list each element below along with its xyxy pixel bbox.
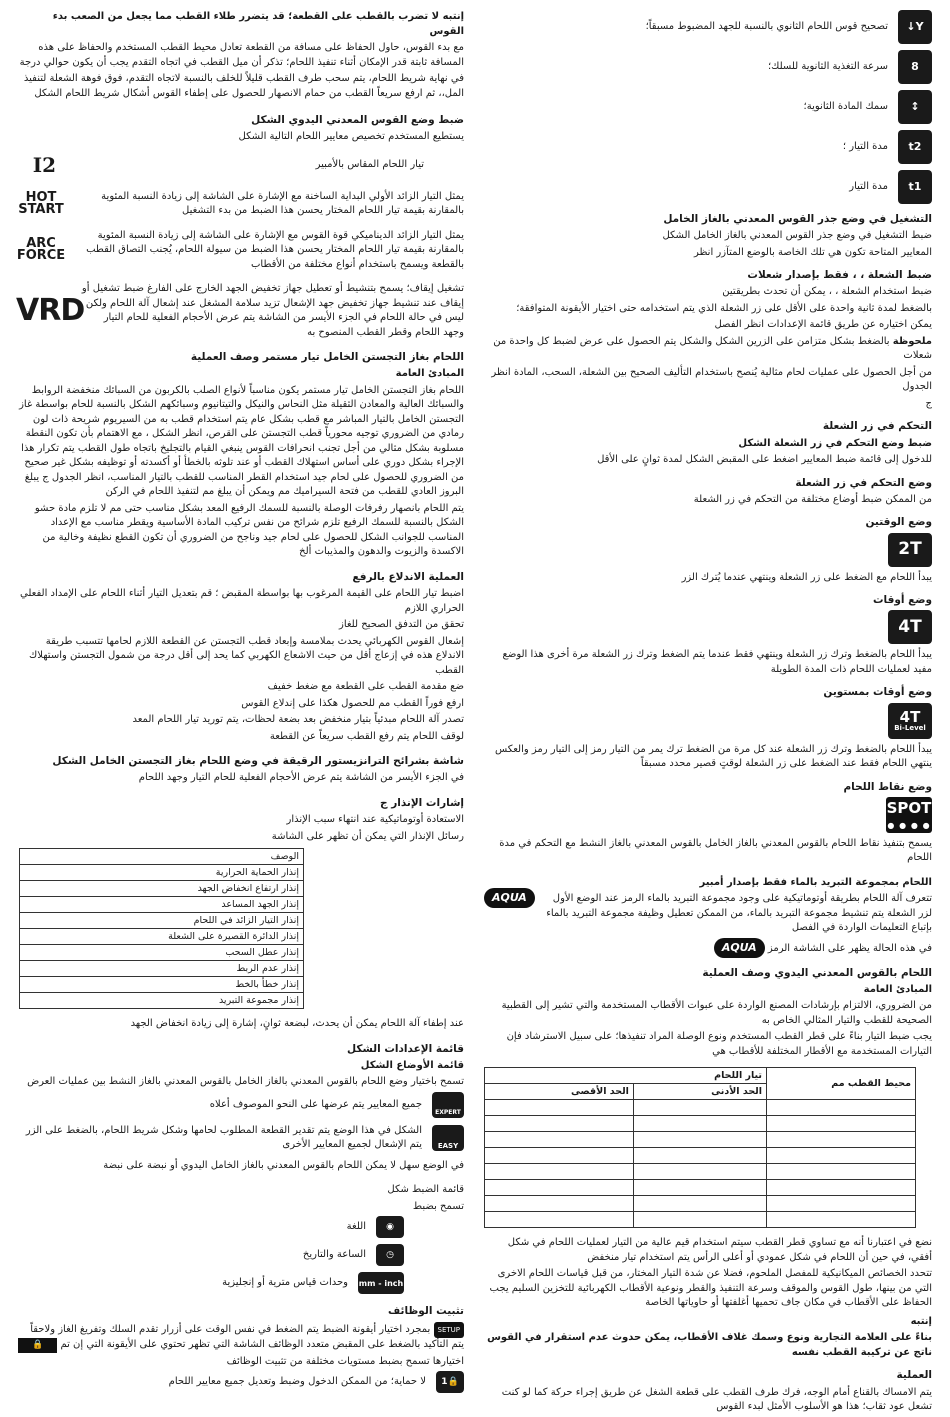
section-heading: اللحام بالقوس المعدني اليدوي وصف العملية: [702, 966, 932, 979]
attention-heading: إنتبه لا تضرب بالقطب على القطعة؛ قد يتضرر طلاء القطب مما يجعل من الصعب بدء القوس: [52, 11, 464, 37]
table-cell: [767, 1116, 916, 1132]
timer-t2-icon: t2: [898, 130, 932, 164]
paragraph: اللحام بغاز التجستن الخامل تيار مستمر يكون مناسباً لأنواع الصلب بالكربون من السبائك منخفضة الروابط والسبائك العالية والمعادن الثقيلة مثل النحاس والنيكل والتيتانيوم وسبائكهم الشكل بالنسبة للحام بواسطة غاز التجستن الخامل بالتيار المباشر مع قطب بشكل عام يتم استخدام قطب به من السيريوم شريحة ذات لون رمادي من الضروري توجيه محورياً قطب التجستن على القرص، انظر الشكل ، مع الاهتمام بأن تكون النقطة مسلوبة بشكل مثالي من أجل تجنب انحرافات القوس ينبغي القيام بالتجليخ باتجاه طول القطب يتم تكرار هذا الإجراء بشكل دوري على أساس استهلاك القطب أو عند تلوثه بالخطأ أو أكسدته أو توظيفه بشكل غير صحيح من الضروري للحصول على لحام جيد استخدام القطر المناسب للقطب بالتيار المناسب، انظر الجدول ج يبلغ البروز العادي للقطب من فتحة السيراميك مم ويمكن أن يبلغ مم لتنفيذ اللحام في الركن: [19, 384, 464, 498]
four-t-icon: 4T: [888, 610, 932, 644]
alarm-description: إنذار ارتفاع انخفاض الجهد: [20, 881, 304, 897]
table-cell: [633, 1116, 766, 1132]
alarm-row: [20, 913, 304, 929]
col-diameter: محيط القطب مم: [767, 1068, 916, 1100]
table-row: [485, 1132, 916, 1148]
expert-icon: EXPERT: [432, 1092, 464, 1118]
paragraph: ج: [925, 397, 932, 409]
alarm-row: [20, 977, 304, 993]
alarm-description: إنذار الدائرة القصيرة على الشعلة: [20, 929, 304, 945]
table-cell: [485, 1148, 634, 1164]
aqua-p2: في هذه الحالة يظهر على الشاشة الرمز: [767, 942, 932, 954]
table-cell: [767, 1100, 916, 1116]
section-heading: ضبط الشعلة ، ، فقط بإصدار شعلات: [747, 269, 932, 282]
paragraph: رسائل الإنذار التي يمكن أن تظهر على الشاشة: [271, 830, 464, 842]
paragraph: [484, 938, 932, 958]
param-row: [484, 170, 932, 204]
paragraph: يستطيع المستخدم تخصيص معايير اللحام التالية الشكل: [238, 131, 464, 143]
paragraph: من أجل الحصول على عمليات لحام مثالية يُنصح باستخدام التأليف الصحيح بين الشعلة، السحب، المادة انظر الجدول: [491, 366, 932, 393]
section-heading: ضبط وضع القوس المعدني اليدوي الشكل: [251, 114, 464, 126]
alarm-description: إنذار التيار الزائد في اللحام: [20, 913, 304, 929]
icon-main: 4T: [899, 707, 921, 726]
table-row: [485, 1116, 916, 1132]
aqua-section: [484, 874, 932, 938]
paragraph: يتم اللحام بانصهار رفرفات الوصلة بالنسبة للسمك الرفيع المعد بشكل مناسب حتى مم لا تلزم مادة حشو الشكل بالنسبة للسمك الرفيع تلزم شرائح من نفس تركيب المادة الأساسية ويقطر مناسب مع الإعداد المناسب للجوانب الشكل للحصول على لحام جيد وناجح من الضروري أن تكون القطع نظيفة وخالية من الاكسدة والزيوت والدهون والمذيبات ألخ: [34, 502, 464, 558]
subheading: المبادئ العامة: [395, 368, 464, 380]
globe-icon: ◉: [376, 1216, 404, 1238]
wire-speed-icon: 8: [898, 50, 932, 84]
hot-label: HOT: [25, 189, 57, 205]
hot-start-row: [16, 190, 464, 219]
arc-force-text: يمثل التيار الزائد الديناميكي قوة القوس مع الإشارة على الشاشة إلى زيادة النسبة المئوية بالمقارنة بقيمة تيار اللحام المختار يحسن هذا الضبط من سيولة اللحام، يُجنب التصاق القطب بالقطعة ويسمح باستخدام أنواع مختلفة من الأقطاب: [86, 229, 464, 270]
table-cell: [485, 1212, 634, 1228]
paragraph: اختيارها تسمح بضبط مستويات مختلفة من تثبيت الوظائف: [226, 1355, 464, 1367]
mode-heading: وضع أوقات: [873, 594, 932, 607]
paragraph: يبدأ اللحام بالضغط وترك زر الشعلة عند كل مرة من الضغط ترك يمر من التيار رمز إلى التيار رمز والعكس ينتهي اللحام فقط عند الضغط على زر الشعلة لوقتٍ قصير محدد مسبقاً: [494, 743, 932, 770]
table-cell: [767, 1180, 916, 1196]
paragraph: من الممكن ضبط أوضاع مختلفة من التحكم في زر الشعلة: [693, 493, 932, 505]
table-cell: [485, 1164, 634, 1180]
param-row: [484, 90, 932, 124]
paragraph: ضبط التشغيل في وضع جذر القوس المعدني بالغاز الخامل الشكل: [662, 230, 932, 242]
units-row: [16, 1272, 404, 1294]
paragraph: تسمح بضبط: [412, 1200, 464, 1212]
note: [484, 335, 932, 364]
section-heading: العملية: [896, 1369, 932, 1382]
table-cell: [633, 1212, 766, 1228]
col-min: الحد الأدنى: [633, 1084, 766, 1100]
hot-start-text: يمثل التيار الزائد الأولي البداية الساخنة مع الإشارة على الشاشة إلى زيادة النسبة المئوية بالمقارنة بقيمة تيار اللحام المختار يحسن هذا الضبط من بدء التشغيل: [101, 190, 464, 217]
table-cell: [767, 1212, 916, 1228]
paragraph: تسمح باختيار وضع اللحام بالقوس المعدني بالغاز الخامل بالقوس المعدني بالغاز النشط بين عمليات العرض: [27, 1076, 464, 1088]
vrd-row: [16, 282, 464, 340]
easy-icon: EASY: [432, 1125, 464, 1151]
table-cell: [485, 1100, 634, 1116]
paragraph: من الضروري، الالتزام بإرشادات المصنع الواردة على عبوات الأقطاب المستخدمة والتي تشير إلى القطبية الصحيحة للقطب والتيار المثالي الخاص به: [501, 1000, 932, 1026]
param-row: [484, 50, 932, 84]
alarm-row: [20, 865, 304, 881]
spot-icon-label: SPOT: [886, 799, 932, 818]
paragraph: يسمح بتنفيذ نقاط اللحام بالقوس المعدني بالغاز الخامل بالقوس المعدني بالغاز النشط مع التحكم في مدة اللحام: [499, 837, 932, 864]
paragraph: ضبط استخدام الشعلة ، ، يمكن أن تحدث بطريقتين: [722, 286, 932, 298]
table-row: [485, 1148, 916, 1164]
mode-heading: وضع أوقات بمستوين: [823, 686, 932, 699]
paragraph: بالضغط لمدة ثانية واحدة على الأقل على زر الشعلة الذي يتم استخدامه حتى اختيار الأيقونة المتوافقة؛: [516, 302, 932, 314]
alarm-row: [20, 897, 304, 913]
section-heading: التحكم في زر الشعلة: [822, 420, 932, 433]
arc-label: ARC: [26, 236, 56, 252]
param-text: سمك المادة الثانوية؛: [803, 100, 888, 112]
alarm-table: [19, 848, 304, 1009]
paragraph: نضع في اعتبارنا أنه مع تساوي قطر القطب سيتم استخدام قيم عالية من التيار لعمليات اللحام في شكل أفقي، في حين أن اللحام في شكل عمودي أو أعلى الرأس يتم استخدام تيار منخفض: [507, 1237, 932, 1263]
i2-text: تيار اللحام المقاس بالأمبير: [315, 158, 424, 170]
table-row: [485, 1164, 916, 1180]
table-cell: [633, 1164, 766, 1180]
lift-step: تحقق من التدفق الصحيح للغاز: [338, 619, 464, 631]
section-heading: العملية الاندلاع بالرفع: [352, 570, 464, 583]
param-text: مدة التيار: [849, 180, 888, 192]
alarm-table-body: [20, 865, 304, 1009]
paragraph: تتعرف آلة اللحام بطريقة أوتوماتيكية على وجود مجموعة التبريد بالماء الرمز عند الوضع الأول لزر الشعلة يتم تنشيط مجموعة التبريد بالماء، من الممكن تعطيل وظيفة مجموعة التبريد بالماء بإتباع التعليمات الواردة في الفصل: [546, 893, 932, 934]
table-cell: [485, 1180, 634, 1196]
arc-force-row: [16, 229, 464, 273]
table-cell: [767, 1164, 916, 1180]
left-column: [16, 10, 464, 1399]
table-cell: [767, 1148, 916, 1164]
lift-step: تصدر آلة اللحام مبدئياً بتيار منخفض بعد بضعة لحظات، يتم توريد تيار اللحام المعد: [132, 714, 464, 726]
paragraph: في الجزء الأيسر من الشاشة يتم عرض الأحجام الفعلية للحام التيار وجهد اللحام: [138, 772, 464, 784]
table-cell: [767, 1132, 916, 1148]
lock-level-row: [16, 1371, 464, 1393]
paragraph: عند إطفاء آلة اللحام يمكن أن يحدث، لبضعة ثوانٍ، إشارة إلى زيادة انخفاض الجهد: [130, 1018, 464, 1030]
clock-row: [16, 1244, 404, 1266]
clock-calendar-icon: ◷: [376, 1244, 404, 1266]
aqua-icon: AQUA: [484, 888, 535, 908]
paragraph: مع بدء القوس، حاول الحفاظ على مسافة من القطعة تعادل محيط القطب المستخدم والحفاظ على هذه المسافة ثابتة قدر الإمكان أثناء تنفيذ اللحام؛ تذكر أن ميل القطب في اتجاه التقدم يجب أن يكون حوالي درجة: [19, 42, 464, 68]
table-cell: [485, 1116, 634, 1132]
i2-row: [16, 151, 464, 180]
spot-icon: [886, 797, 932, 833]
electrode-table: [484, 1067, 916, 1228]
alarm-description: إنذار عطل السحب: [20, 945, 304, 961]
aqua-off-icon: AQUA: [714, 938, 765, 958]
lift-step: إشعال القوس الكهربائي يحدث بملامسة وإبعاد قطب التجستن عن القطعة اللازم لحامها تتسبب طريقة الاندلاع هذه في إزعاج أقل من حيث الاشعاع الكهربي كما يحد إلى أقل درجة من شمول التجستن واستهلاك القطب: [28, 635, 464, 676]
lift-step: لوقف اللحام يتم رفع القطب سريعاً عن القطعة: [269, 730, 464, 742]
section-heading: شاشة بشرائح الترانزيستور الرقيقة في وضع اللحام بغاز التجستن الخامل الشكل: [52, 755, 464, 768]
alarm-header: الوصف: [20, 849, 304, 865]
paragraph: يتم الامساك بالقناع أمام الوجه، فرك طرف القطب على قطعة الشغل عن طريق إجراء حركة كما لو كنت تشعل عود ثقاب؛ هذا هو الأسلوب الأمثل لبدء القوس: [501, 1386, 932, 1413]
language-text: اللغة: [346, 1221, 366, 1233]
units-icon: mm - inch: [358, 1272, 404, 1294]
warning-text: بناءً على العلامة التجارية ونوع وسمك غلاف الأقطاب، يمكن حدوث عدم استقرار في القوس ناتج عن تركيبة القطب نفسه: [487, 1332, 932, 1358]
current-i2-icon: I2: [32, 152, 56, 177]
spot-icon-dots: ● ● ● ●: [887, 820, 931, 830]
alarm-row: [20, 993, 304, 1009]
alarm-row: [20, 945, 304, 961]
table-row: [485, 1100, 916, 1116]
alarm-row: [20, 881, 304, 897]
lift-step: اضبط تيار اللحام على القيمة المرغوب بها بواسطة المقبض ؛ قم بتعديل التيار أثناء اللحام على الإمداد الفعلي الحراري اللازم: [20, 588, 464, 614]
paragraph: للدخول إلى قائمة ضبط المعايير اضغط على المقبض الشكل لمدة ثوانٍ على الأقل: [597, 454, 932, 466]
lift-step: ضع مقدمة القطب على القطعة مع ضغط خفيف: [267, 681, 464, 693]
paragraph: [16, 1322, 464, 1353]
arc-force-icon: [16, 238, 66, 263]
easy-row: [16, 1124, 464, 1153]
table-cell: [485, 1196, 634, 1212]
easy-text: الشكل في هذا الوضع يتم تقدير القطعة المطلوب لحامها وشكل شريط اللحام، بالضغط على الزر يتم الإشعال لجميع المعايير الأخرى: [25, 1124, 422, 1151]
lock-icon: 🔒: [18, 1338, 57, 1353]
paragraph: الاستعادة أوتوماتيكية عند انتهاء سبب الإنذار: [286, 814, 464, 826]
alarm-description: إنذار خطأ بالخط: [20, 977, 304, 993]
mode-heading: وضع نقاط اللحام: [843, 780, 932, 793]
note-label: ملحوظة: [892, 335, 932, 347]
paragraph: في نهاية شريط اللحام، يتم سحب طرف القطب قليلاً للخلف بالنسبة لاتجاه التقدم، فوق فوهة الشعلة لتنفيذ المل،، ثم ارفع سريعاً القطب من حمام الانصهار للحصول على إطفاء القوس أشكال شريط اللحام الشكل: [23, 73, 464, 99]
vrd-text: تشغيل إيقاف؛ يسمح بتنشيط أو تعطيل جهاز تخفيض الجهد الخارج على الفارغ ضبط تشغيل أو إيقاف عند تنشيط جهاز تخفيض جهد الإشعال تزيد سلامة المشغل عند إشعال آلة اللحام ولكن ليس في حالة اللحام في الجزء الأيسر من الشاشة يتم عرض الأحجام الفعلية للحام التيار وجهد اللحام وقطر القطب المنصوح به: [81, 283, 464, 338]
lock-level-1-icon: 🔒1: [436, 1371, 464, 1393]
four-t-bilevel-icon: [888, 703, 932, 739]
paragraph: يبدأ اللحام مع الضغط على زر الشعلة وينتهي عندما يُترك الزر: [681, 571, 932, 583]
alarm-description: إنذار الحماية الحرارية: [20, 865, 304, 881]
vrd-icon: VRD: [16, 293, 85, 329]
electrode-table-body: [485, 1100, 916, 1228]
section-heading: إشارات الإنذار ج: [379, 796, 464, 809]
alarm-description: إنذار عدم الربط: [20, 961, 304, 977]
table-cell: [633, 1148, 766, 1164]
right-column: [484, 10, 932, 1417]
two-t-icon: 2T: [888, 533, 932, 567]
thickness-icon: ↕: [898, 90, 932, 124]
setup-icon: SETUP: [434, 1322, 465, 1338]
expert-row: [16, 1092, 464, 1118]
aqua-text-block: [543, 874, 932, 938]
paragraph: في الوضع سهل لا يمكن اللحام بالقوس المعدني بالغاز الخامل اليدوي أو نبضة على نبضة: [103, 1159, 464, 1171]
col-current: تيار اللحام: [485, 1068, 767, 1084]
table-cell: [633, 1180, 766, 1196]
section-heading: تثبيت الوظائف: [388, 1305, 464, 1318]
language-row: [16, 1216, 404, 1238]
timer-t1-icon: t1: [898, 170, 932, 204]
table-cell: [633, 1196, 766, 1212]
table-cell: [767, 1196, 916, 1212]
lock-text: بمجرد اختيار أيقونة الضبط يتم الضغط في نفس الوقت على أزرار تقدم السلك وتفريغ الغاز ولاحقاً يتم التأكيد بالضغط على المقبض متعدد الوظائف الشاشة التي تظهر تحتوي على الأيقونة التي إن تم: [30, 1323, 464, 1350]
paragraph: تتحدد الخصائص الميكانيكية للمفصل الملحوم، فضلا عن شدة التيار المختار، من قبل قياسات اللحام الاخرى التي من بينها، طول القوس والموقف وسرعة التنفيذ والقطر ونوعية الأقطاب الكهربائية للتخزين السليم يجب الحفاظ على الأقطاب في مكان جاف تحميها أغلفتها أو حاوياتها الخاصة: [489, 1268, 932, 1309]
table-cell: [633, 1132, 766, 1148]
units-text: وحدات قياس مترية أو إنجليزية: [222, 1277, 348, 1289]
section-heading: اللحام بمجموعة التبريد بالماء فقط بإصدار أمبير: [699, 876, 932, 888]
param-text: مدة التيار ؛: [842, 140, 888, 152]
lift-step: ارفع فوراً القطب مم للحصول هكذا على إندلاع القوس: [241, 697, 464, 709]
lift-arc-steps: [16, 587, 464, 744]
alarm-description: إنذار الجهد المساعد: [20, 897, 304, 913]
param-row: [484, 130, 932, 164]
section-heading: وضع التحكم في زر الشعلة: [795, 476, 932, 489]
section-heading: اللحام بغاز التجستن الخامل تيار مستمر وصف العملية: [190, 351, 464, 364]
table-cell: [633, 1100, 766, 1116]
param-text: تصحيح قوس اللحام الثانوي بالنسبة للجهد المضبوط مسبقاً؛: [645, 20, 888, 32]
start-label: START: [18, 202, 64, 218]
subheading: المبادئ العامة: [863, 983, 932, 995]
alarm-row: [20, 929, 304, 945]
table-row: [485, 1212, 916, 1228]
secondary-arc-icon: Y↓: [898, 10, 932, 44]
note-text: بالضغط بشكل متزامن على الزرين الشكل والشكل يتم الحصول على عرض لضبط كل واحدة من شعلات: [493, 335, 932, 362]
subheading: قائمة الضبط شكل: [387, 1184, 464, 1196]
subheading: قائمة الأوضاع الشكل: [360, 1059, 464, 1071]
warning-heading: إنتبه: [910, 1315, 932, 1327]
clock-text: الساعة والتاريخ: [302, 1249, 366, 1261]
section-heading: قائمة الإعدادات الشكل: [347, 1042, 464, 1055]
paragraph: يجب ضبط التيار بناءً على قطر القطب المستخدم ونوع الوصلة المراد تنفيذها؛ على سبيل الاسترشاد فإن التيارات المستخدمة مع الأقطار المختلفة للأقطاب هي: [506, 1031, 932, 1057]
paragraph: يمكن اختياره عن طريق قائمة الإعدادات انظر الفصل: [714, 319, 932, 331]
paragraph: يبدأ اللحام بالضغط وترك زر الشعلة وينتهي فقط عندما يتم الضغط وترك زر الشعلة مرة أخرى هذا الوضع مفيد لعمليات اللحام ذات المدة الطويلة: [502, 649, 932, 675]
param-row: [484, 10, 932, 44]
subheading: ضبط وضع التحكم في زر الشعلة الشكل: [738, 437, 932, 449]
hot-start-icon: [16, 189, 66, 218]
col-max: الحد الأقصى: [485, 1084, 634, 1100]
table-row: [485, 1196, 916, 1212]
section-heading: التشغيل في وضع جذر القوس المعدني بالغاز الخامل: [663, 213, 932, 225]
lock-level-text: لا حماية؛ من الممكن الدخول وضبط وتعديل جميع معايير اللحام: [168, 1375, 426, 1387]
icon-sub: Bi-Level: [894, 723, 926, 732]
alarm-description: إنذار مجموعة التبريد: [20, 993, 304, 1009]
expert-text: جميع المعايير يتم عرضها على النحو الموصوف أعلاه: [209, 1098, 422, 1110]
param-text: سرعة التغذية الثانوية للسلك؛: [768, 60, 888, 72]
table-cell: [485, 1132, 634, 1148]
alarm-row: [20, 961, 304, 977]
paragraph: المعايير المتاحة تكون هي تلك الخاصة بالوضع المتآزر انظر: [693, 246, 932, 258]
mode-heading: وضع الوقتين: [865, 516, 932, 529]
table-row: [485, 1180, 916, 1196]
force-label: FORCE: [16, 248, 66, 264]
